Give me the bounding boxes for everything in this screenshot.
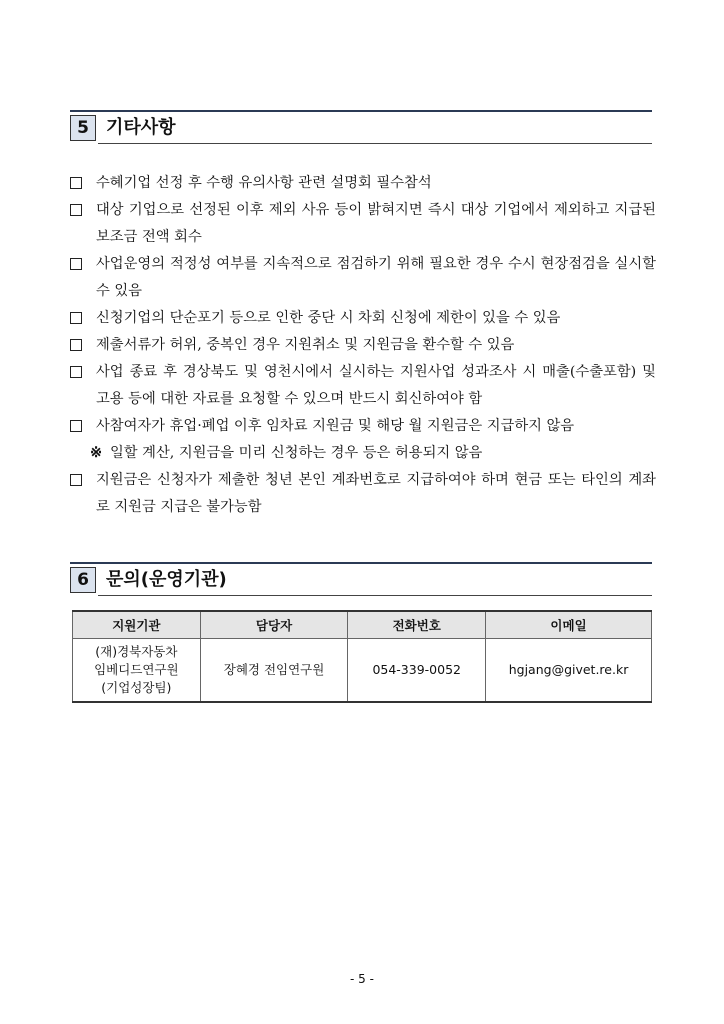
header-phone: 전화번호: [348, 611, 486, 639]
list-item: [70, 305, 656, 332]
list-item-text: 사업운영의 적정성 여부를 지속적으로 점검하기 위해 필요한 경우 수시 현장점검을 실시할 수 있음: [96, 256, 656, 299]
list-item: [70, 413, 656, 440]
list-item-text: 사참여자가 휴업·폐업 이후 임차료 지원금 및 해당 월 지원금은 지급하지 않음: [96, 418, 575, 434]
list-item: [70, 359, 656, 413]
list-item-text: 지원금은 신청자가 제출한 청년 본인 계좌번호로 지급하여야 하며 현금 또는 타인의 계좌로 지원금 지급은 불가능함: [96, 472, 656, 515]
table-row: [73, 639, 652, 703]
list-item: [70, 251, 656, 305]
section-6-header: [70, 562, 652, 596]
checkbox-icon: [70, 312, 82, 324]
section-5-header: [70, 110, 652, 144]
list-item-text: 수혜기업 선정 후 수행 유의사항 관련 설명회 필수참석: [96, 175, 432, 191]
note-mark: ※: [90, 445, 102, 461]
list-item-text: 신청기업의 단순포기 등으로 인한 중단 시 차회 신청에 제한이 있을 수 있음: [96, 310, 561, 326]
header-manager: 담당자: [200, 611, 348, 639]
note-item: [70, 440, 656, 467]
section-5-title: 기타사항: [106, 117, 176, 138]
header-org: 지원기관: [73, 611, 201, 639]
checkbox-icon: [70, 204, 82, 216]
list-item: [70, 332, 656, 359]
list-item: [70, 467, 656, 521]
section-6-rule: [98, 595, 652, 596]
table-header-row: [73, 611, 652, 639]
notice-list: [70, 170, 656, 521]
cell-phone: 054-339-0052: [348, 639, 486, 703]
section-6-number: 6: [70, 567, 96, 593]
section-5-number: 5: [70, 115, 96, 141]
cell-email: hgjang@givet.re.kr: [486, 639, 652, 703]
page-number: - 5 -: [350, 972, 374, 986]
list-item-text: 제출서류가 허위, 중복인 경우 지원취소 및 지원금을 환수할 수 있음: [96, 337, 515, 353]
header-email: 이메일: [486, 611, 652, 639]
checkbox-icon: [70, 366, 82, 378]
cell-org: [73, 639, 201, 703]
checkbox-icon: [70, 177, 82, 189]
cell-manager: 장혜경 전임연구원: [200, 639, 348, 703]
note-text: 일할 계산, 지원금을 미리 신청하는 경우 등은 허용되지 않음: [110, 445, 483, 461]
checkbox-icon: [70, 474, 82, 486]
org-line-2: 임베디드연구원: [94, 662, 179, 677]
section-6-title: 문의(운영기관): [106, 569, 227, 590]
contact-table: [72, 610, 652, 703]
section-5-rule: [98, 143, 652, 144]
org-line-1: (재)경북자동차: [95, 644, 178, 659]
checkbox-icon: [70, 339, 82, 351]
checkbox-icon: [70, 420, 82, 432]
list-item-text: 사업 종료 후 경상북도 및 영천시에서 실시하는 지원사업 성과조사 시 매출(수출포함) 및 고용 등에 대한 자료를 요청할 수 있으며 반드시 회신하여야 함: [96, 364, 656, 407]
checkbox-icon: [70, 258, 82, 270]
list-item: [70, 170, 656, 197]
list-item-text: 대상 기업으로 선정된 이후 제외 사유 등이 밝혀지면 즉시 대상 기업에서 제외하고 지급된 보조금 전액 회수: [96, 202, 656, 245]
list-item: [70, 197, 656, 251]
org-line-3: (기업성장팀): [101, 680, 172, 695]
